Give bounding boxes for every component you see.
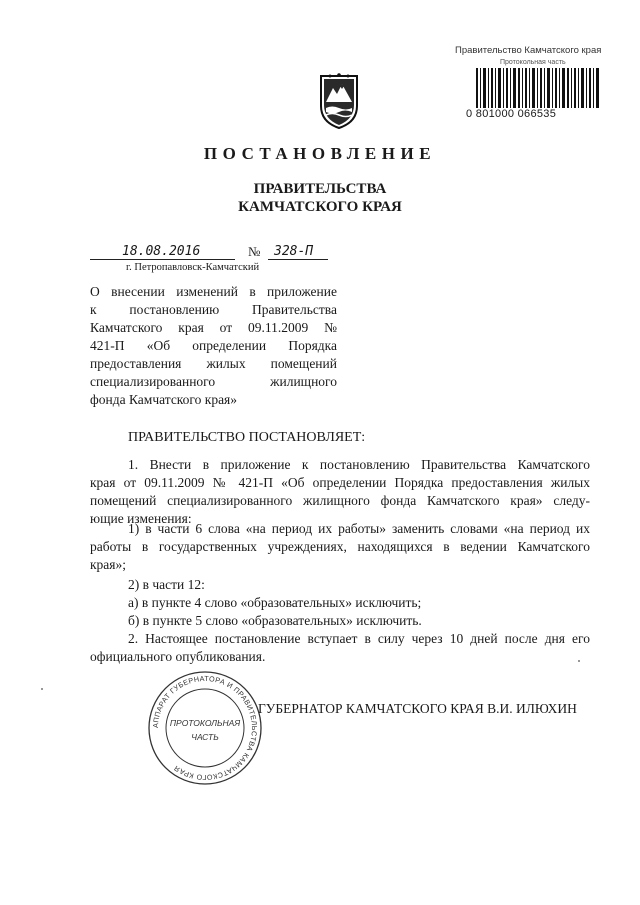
paragraph-line: помещений специализированного жилищного фонда Камчатского края» следу- — [90, 493, 590, 508]
document-date: 18.08.2016 — [90, 244, 235, 260]
city: г. Петропавловск-Камчатский — [126, 262, 260, 273]
number-label: № — [248, 244, 261, 259]
paragraph-line: работы в государственных учреждениях, находящихся в ведении Камчатского — [90, 539, 590, 554]
seal-ring-text: АППАРАТ ГУБЕРНАТОРА И ПРАВИТЕЛЬСТВА КАМЧАТСКОГО КРАЯ — [150, 673, 260, 783]
paragraph-line: края от 09.11.2009 № 421-П «Об определении Порядка предоставления жилых — [90, 475, 590, 490]
paragraph-4 — [90, 594, 590, 612]
title-line: предоставления жилых помещений — [90, 356, 337, 371]
kamchatka-emblem-icon — [318, 72, 360, 130]
seal-center-line-2: ЧАСТЬ — [191, 732, 219, 742]
signature-line: ГУБЕРНАТОР КАМЧАТСКОГО КРАЯ В.И. ИЛЮХИН — [258, 701, 577, 716]
official-seal — [145, 668, 265, 786]
paragraph-6 — [90, 630, 590, 666]
decree-heading: ПРАВИТЕЛЬСТВО ПОСТАНОВЛЯЕТ: — [128, 430, 366, 445]
paragraph-line: б) в пункте 5 слово «образовательных» исключить. — [128, 613, 422, 628]
seal-center-line-1: ПРОТОКОЛЬНАЯ — [169, 718, 241, 728]
scan-speck — [578, 660, 580, 662]
title-line: к постановлению Правительства — [90, 302, 337, 317]
issuer-line-1: ПРАВИТЕЛЬСТВА — [253, 181, 387, 197]
document-type: ПОСТАНОВЛЕНИЕ — [203, 144, 437, 163]
paragraph-line: 2) в части 12: — [128, 577, 205, 592]
paragraph-line: 2. Настоящее постановление вступает в силу через 10 дней после дня его — [128, 631, 590, 646]
title-line: специализированного жилищного — [90, 374, 337, 389]
document-title — [90, 283, 337, 409]
paragraph-line: 1) в части 6 слова «на период их работы» заменить словами «на период их — [128, 521, 590, 536]
scan-speck — [41, 688, 43, 690]
paragraph-line: ющие изменения: — [90, 511, 192, 526]
paragraph-3 — [90, 576, 590, 594]
registry-sublabel: Протокольная часть — [500, 59, 566, 66]
registry-label: Правительство Камчатского края — [455, 45, 602, 56]
barcode-number: 0 801000 066535 — [466, 108, 557, 120]
paragraph-2 — [90, 520, 590, 574]
paragraph-5 — [90, 612, 590, 630]
paragraph-1 — [90, 456, 590, 528]
paragraph-line: официального опубликования. — [90, 649, 266, 664]
paragraph-line: края»; — [90, 557, 127, 572]
title-line: фонда Камчатского края» — [90, 392, 238, 407]
title-line: О внесении изменений в приложение — [90, 284, 337, 299]
document-number: 328-П — [268, 244, 328, 260]
title-line: Камчатского края от 09.11.2009 № — [90, 320, 337, 335]
paragraph-line: 1. Внести в приложение к постановлению Правительства Камчатского — [128, 457, 590, 472]
barcode — [476, 68, 600, 108]
title-line: 421-П «Об определении Порядка — [90, 338, 337, 353]
issuer-line-2: КАМЧАТСКОГО КРАЯ — [238, 199, 402, 215]
paragraph-line: а) в пункте 4 слово «образовательных» исключить; — [128, 595, 422, 610]
